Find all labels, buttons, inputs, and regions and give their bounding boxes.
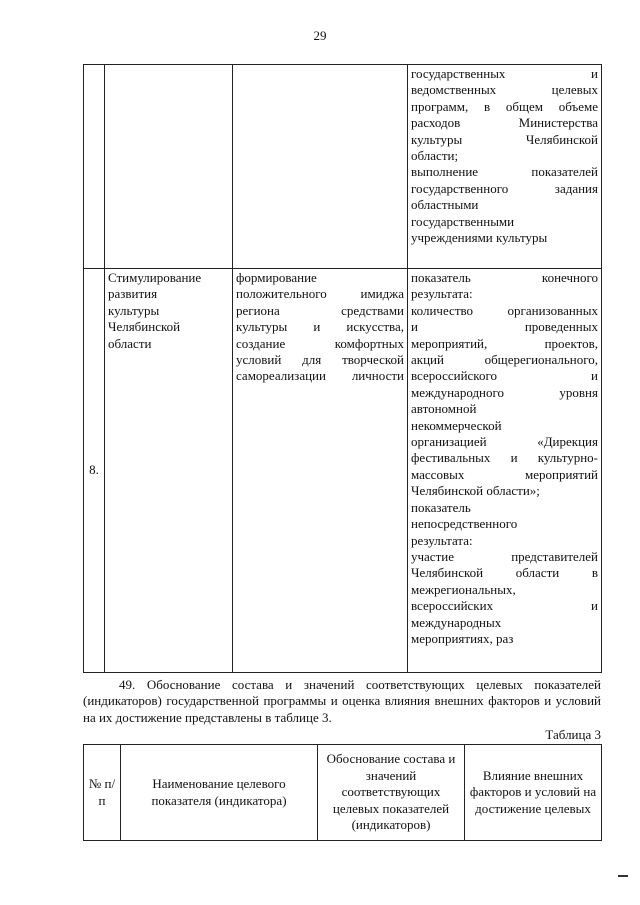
cell-number-prev — [84, 65, 105, 269]
text-line: автономной — [411, 401, 477, 417]
text-line: развития — [108, 286, 158, 302]
text-line: международного уровня — [411, 384, 598, 400]
table-3 — [83, 744, 602, 841]
text-line: межрегиональных, — [411, 581, 516, 597]
text-line: программ, в общем объеме — [411, 98, 598, 114]
text-line: массовых мероприятий — [411, 466, 598, 482]
text-line: ведомственных целевых — [411, 82, 598, 98]
text-line: культуры — [108, 302, 160, 318]
text-line: условий для творческой — [236, 352, 404, 368]
text-line: показатель конечного — [411, 270, 598, 285]
table-row — [84, 269, 602, 673]
text-line: формирование — [236, 270, 317, 285]
text-line: самореализации личности — [236, 368, 404, 384]
text-line: результата: — [411, 532, 473, 548]
text-line: непосредственного — [411, 516, 518, 532]
text-line: области — [108, 335, 152, 351]
text-line: региона средствами — [236, 302, 404, 318]
text-line: культуры Челябинской — [411, 131, 598, 147]
table-row — [84, 65, 602, 269]
text-line: международных — [411, 614, 502, 630]
page-number: 29 — [313, 28, 327, 43]
table-header-row — [84, 745, 602, 841]
scan-mark — [618, 875, 628, 877]
text-line: государственными — [411, 213, 515, 229]
text-line: фестивальных и культурно- — [411, 450, 598, 466]
header-justification: Обоснование состава и значений соответствующих целевых показателей (индикаторов) — [318, 745, 465, 841]
table-3-label: Таблица 3 — [545, 727, 601, 742]
header-indicator-name: Наименование целевого показателя (индикатора) — [121, 745, 318, 841]
text-line: выполнение показателей — [411, 164, 598, 180]
text-line: и проведенных — [411, 319, 598, 335]
text-line: учреждениями культуры — [411, 230, 548, 246]
row-number: 8. — [84, 269, 105, 673]
text-line: участие представителей — [411, 548, 598, 564]
text-line: областными — [411, 197, 479, 213]
text-line: Челябинской области»; — [411, 483, 540, 499]
text-line: расходов Министерства — [411, 115, 598, 131]
text-line: культуры и искусства, — [236, 319, 404, 335]
text-line: количество организованных — [411, 302, 598, 318]
header-number: № п/п — [84, 745, 121, 841]
text-line: Стимулирование — [108, 270, 202, 285]
text-line: Челябинской — [108, 319, 181, 335]
paragraph-49-text: 49. Обоснование состава и значений соответствующих целевых показателей (индикаторов) государственной программы и оценка влияния внешних факторов и условий на их достижение представлены в таблице 3. — [83, 677, 601, 725]
cell-indicator-prev — [408, 65, 602, 269]
text-line: мероприятий, проектов, — [411, 335, 598, 351]
text-line: создание комфортных — [236, 335, 404, 351]
cell-goal-prev — [233, 65, 408, 269]
paragraph-49 — [83, 677, 601, 726]
text-line: всероссийских и — [411, 598, 598, 614]
text-line: акций общерегионального, — [411, 352, 598, 368]
cell-indicator — [408, 269, 602, 673]
text-line: государственного задания — [411, 180, 598, 196]
text-line: всероссийского и — [411, 368, 598, 384]
text-line: организацией «Дирекция — [411, 434, 598, 450]
text-line: мероприятиях, раз — [411, 630, 514, 646]
text-line: государственных и — [411, 66, 598, 81]
cell-goal — [233, 269, 408, 673]
header-external-factors: Влияние внешних факторов и условий на достижение целевых — [465, 745, 602, 841]
text-line: области; — [411, 148, 459, 164]
text-line: показатель — [411, 499, 471, 515]
text-line: Челябинской области в — [411, 565, 598, 581]
cell-name-prev — [105, 65, 233, 269]
text-line: результата: — [411, 286, 473, 302]
text-line: положительного имиджа — [236, 286, 404, 302]
continued-table — [83, 64, 602, 673]
cell-name — [105, 269, 233, 673]
text-line: некоммерческой — [411, 417, 502, 433]
